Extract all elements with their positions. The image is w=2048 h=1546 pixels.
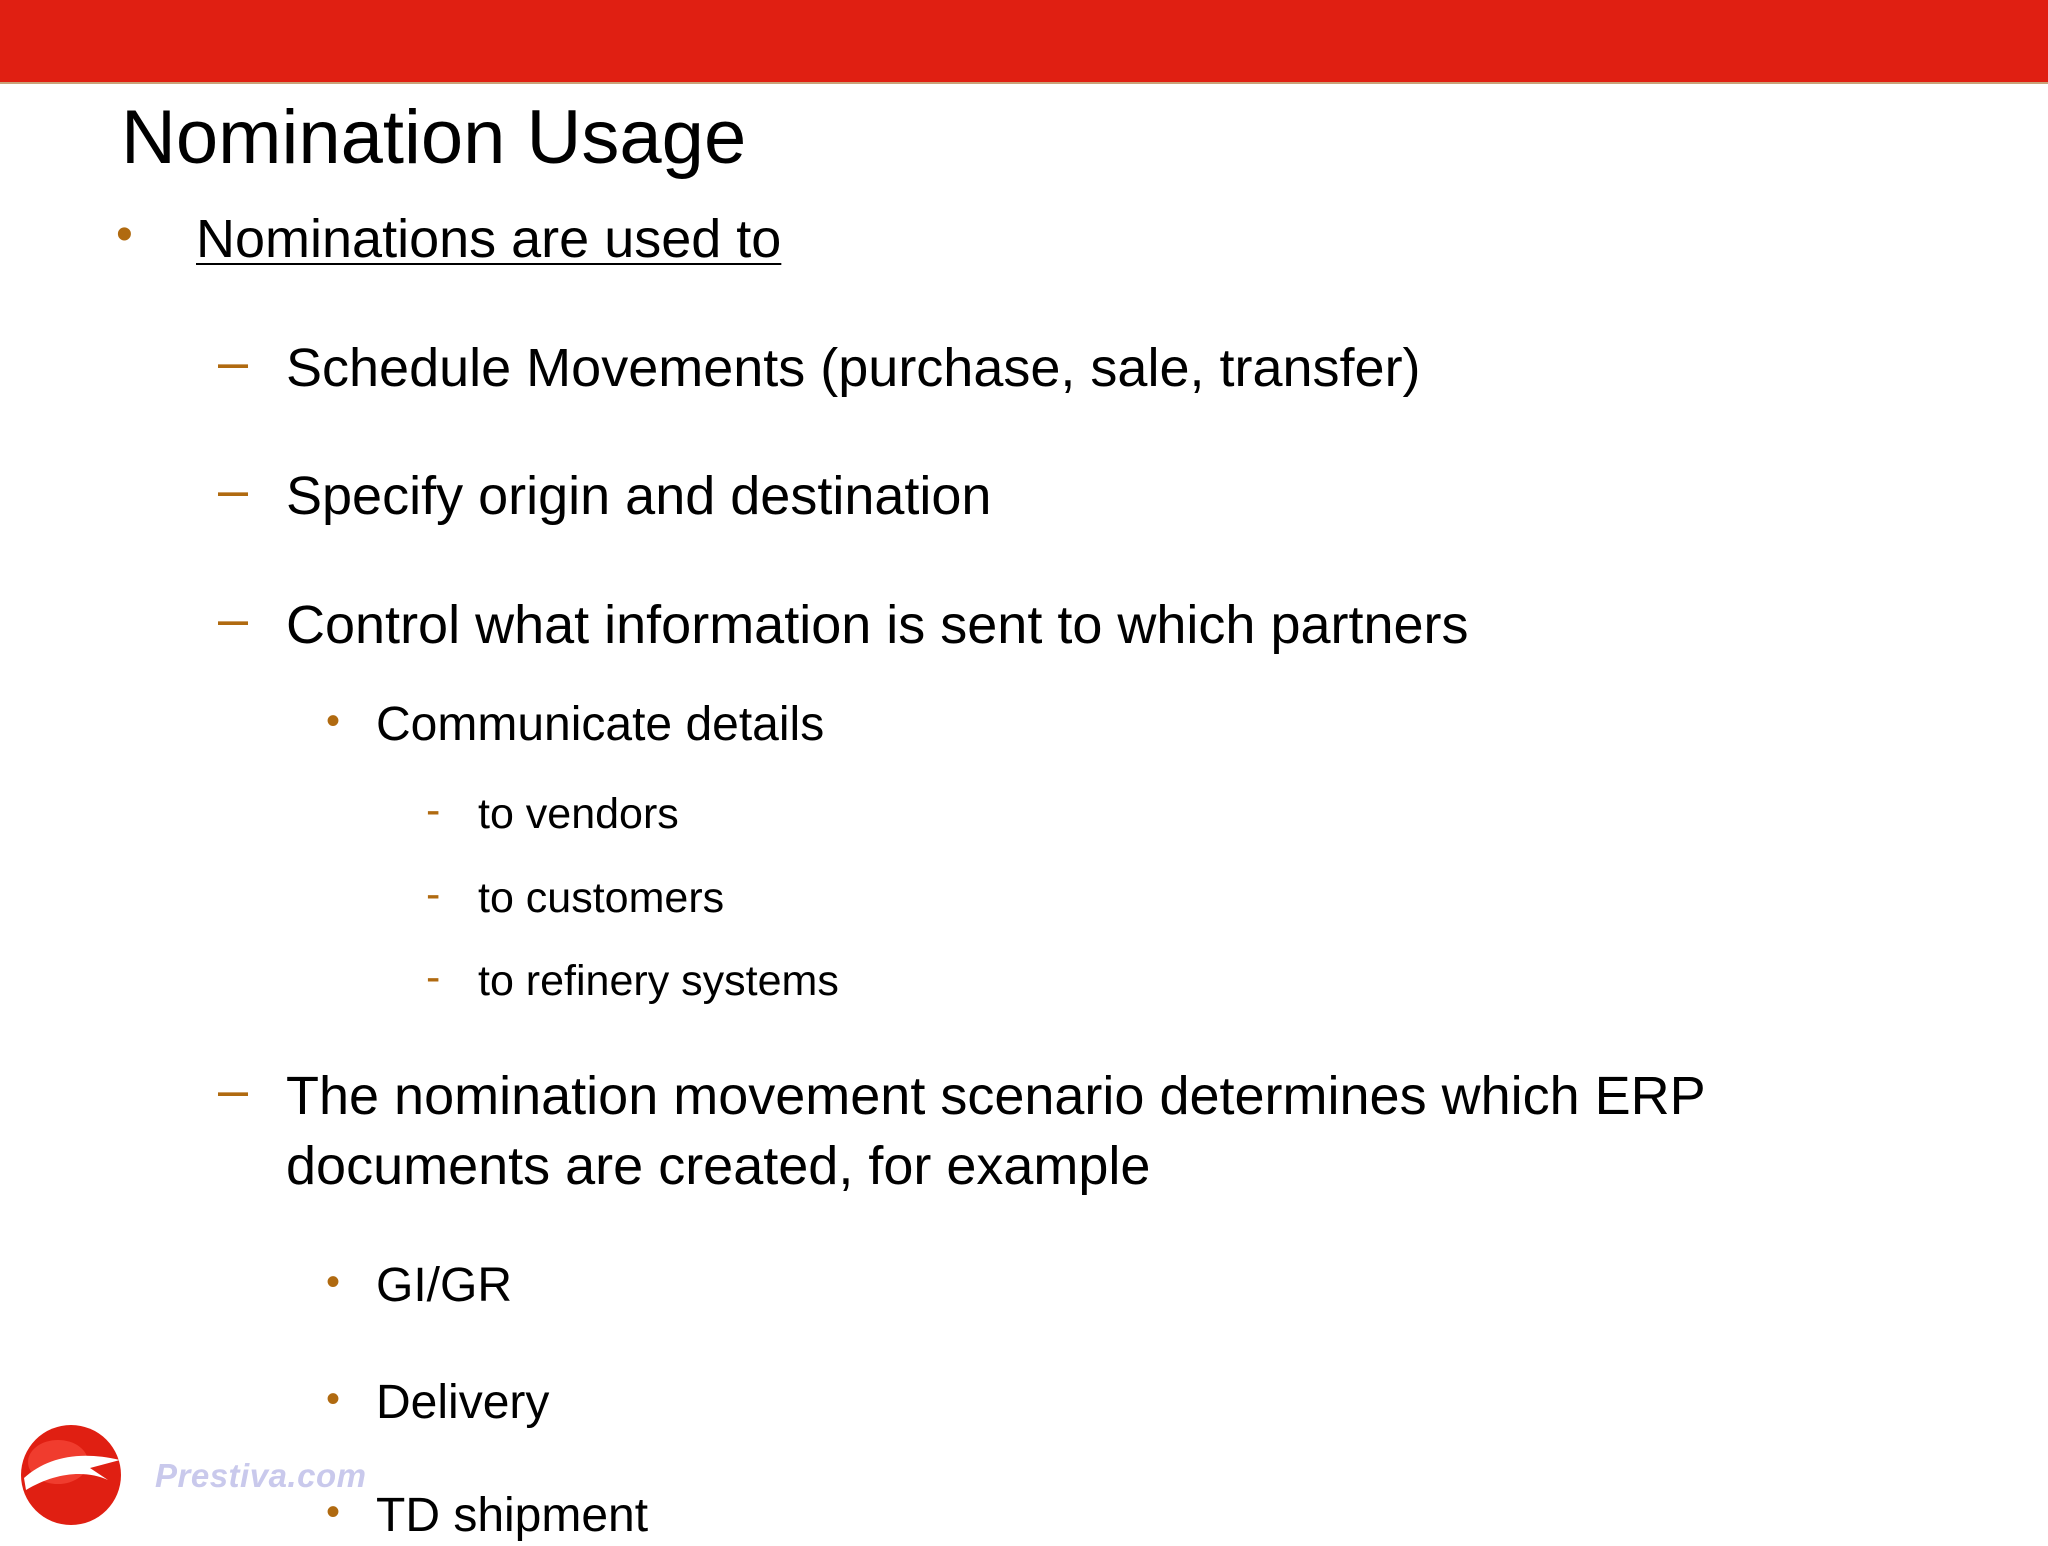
hyphen-marker: - xyxy=(426,870,441,918)
bullet-marker: • xyxy=(326,699,341,743)
bullet-marker: • xyxy=(326,1260,341,1304)
list-item-text: to refinery systems xyxy=(478,957,839,1005)
list-item-text: Control what information is sent to which partners xyxy=(286,595,1469,655)
header-bar xyxy=(0,0,2048,84)
bullet-item-level1 xyxy=(116,207,782,271)
dash-marker: – xyxy=(218,1060,249,1120)
slide-title: Nomination Usage xyxy=(121,95,747,180)
list-item-text: TD shipment xyxy=(376,1489,649,1542)
list-item xyxy=(426,786,679,841)
list-item-text: The nomination movement scenario determines which ERP xyxy=(286,1066,1706,1126)
list-item xyxy=(218,332,1421,403)
hyphen-marker: - xyxy=(426,953,441,1001)
list-item xyxy=(326,1486,649,1546)
list-item xyxy=(326,1256,513,1316)
bullet-marker: • xyxy=(116,208,133,261)
list-item-text: Delivery xyxy=(376,1376,550,1429)
list-item xyxy=(326,695,825,755)
list-item-text: Communicate details xyxy=(376,698,825,751)
prestiva-logo-icon xyxy=(16,1420,126,1530)
dash-marker: – xyxy=(218,460,249,520)
bullet-marker: • xyxy=(326,1490,341,1534)
list-item xyxy=(218,460,992,531)
bullet-text: Nominations are used to xyxy=(196,209,782,269)
bullet-marker: • xyxy=(326,1377,341,1421)
list-item-text: Schedule Movements (purchase, sale, transfer) xyxy=(286,338,1421,398)
list-item-text: to customers xyxy=(478,874,725,922)
list-item xyxy=(326,1373,550,1433)
list-item xyxy=(218,1060,1706,1201)
list-item-text: to vendors xyxy=(478,790,679,838)
watermark-text: Prestiva.com xyxy=(155,1457,367,1494)
list-item xyxy=(426,953,839,1008)
list-item xyxy=(426,870,725,925)
list-item-text-continued: documents are created, for example xyxy=(286,1136,1151,1196)
list-item-text: GI/GR xyxy=(376,1259,513,1312)
list-item-text: Specify origin and destination xyxy=(286,466,992,526)
dash-marker: – xyxy=(218,332,249,392)
hyphen-marker: - xyxy=(426,786,441,834)
list-item xyxy=(218,589,1469,660)
dash-marker: – xyxy=(218,589,249,649)
